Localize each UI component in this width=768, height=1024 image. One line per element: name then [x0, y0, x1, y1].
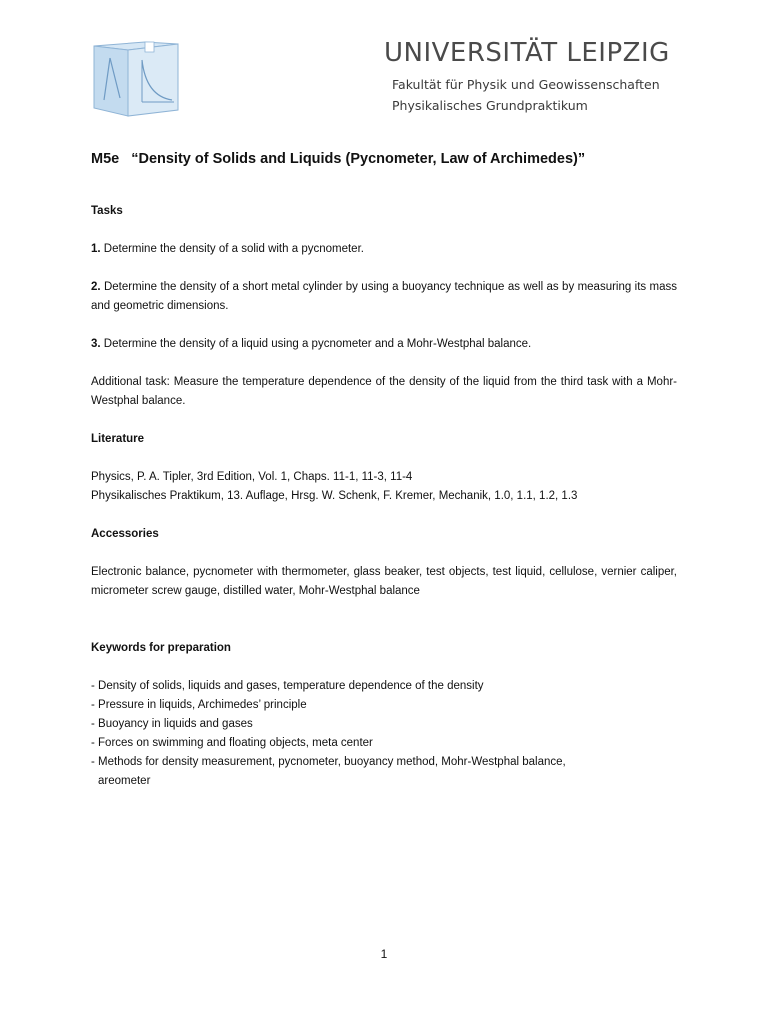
task-3	[91, 335, 677, 354]
literature-heading: Literature	[91, 433, 145, 445]
department-name: Physikalisches Grundpraktikum	[392, 98, 588, 113]
document-title	[91, 150, 677, 169]
keyword-item-continuation: areometer	[98, 775, 151, 787]
university-name: UNIVERSITÄT LEIPZIG	[384, 38, 670, 68]
task-2	[91, 278, 677, 316]
task-2-number: 2.	[91, 281, 101, 293]
keyword-item: - Density of solids, liquids and gases, temperature dependence of the density	[91, 680, 484, 692]
task-1	[91, 240, 677, 259]
literature-item: Physikalisches Praktikum, 13. Auflage, Hrsg. W. Schenk, F. Kremer, Mechanik, 1.0, 1.1, 1.2, 1.3	[91, 490, 578, 502]
experiment-title: “Density of Solids and Liquids (Pycnometer, Law of Archimedes)”	[131, 151, 586, 167]
task-2-text: Determine the density of a short metal cylinder by using a buoyancy technique as well as by measuring its mass and geometric dimensions.	[91, 281, 678, 312]
accessories-heading: Accessories	[91, 528, 159, 540]
keywords-heading: Keywords for preparation	[91, 642, 231, 654]
task-1-number: 1.	[91, 243, 101, 255]
tasks-heading: Tasks	[91, 205, 123, 217]
literature-item: Physics, P. A. Tipler, 3rd Edition, Vol. 1, Chaps. 11-1, 11-3, 11-4	[91, 471, 413, 483]
document-body	[91, 150, 677, 791]
university-leipzig-logo-icon	[90, 38, 180, 118]
keyword-item: - Forces on swimming and floating objects, meta center	[91, 737, 373, 749]
faculty-block	[392, 74, 660, 116]
task-3-text: Determine the density of a liquid using a pycnometer and a Mohr-Westphal balance.	[103, 338, 532, 350]
accessories-list: Electronic balance, pycnometer with thermometer, glass beaker, test objects, test liquid, cellulose, vernier caliper, micrometer screw gauge, distilled water, Mohr-Westphal balance	[91, 566, 677, 597]
experiment-code: M5e	[91, 151, 120, 167]
keyword-item: - Methods for density measurement, pycnometer, buoyancy method, Mohr-Westphal balance,	[91, 756, 566, 768]
keyword-item: - Pressure in liquids, Archimedes’ principle	[91, 699, 307, 711]
task-3-number: 3.	[91, 338, 101, 350]
additional-task: Additional task: Measure the temperature dependence of the density of the liquid from the third task with a Mohr-Westphal balance.	[91, 376, 677, 407]
task-1-text: Determine the density of a solid with a pycnometer.	[103, 243, 364, 255]
keyword-item: - Buoyancy in liquids and gases	[91, 718, 253, 730]
faculty-name: Fakultät für Physik und Geowissenschaften	[392, 77, 660, 92]
page-number: 1	[380, 947, 388, 961]
